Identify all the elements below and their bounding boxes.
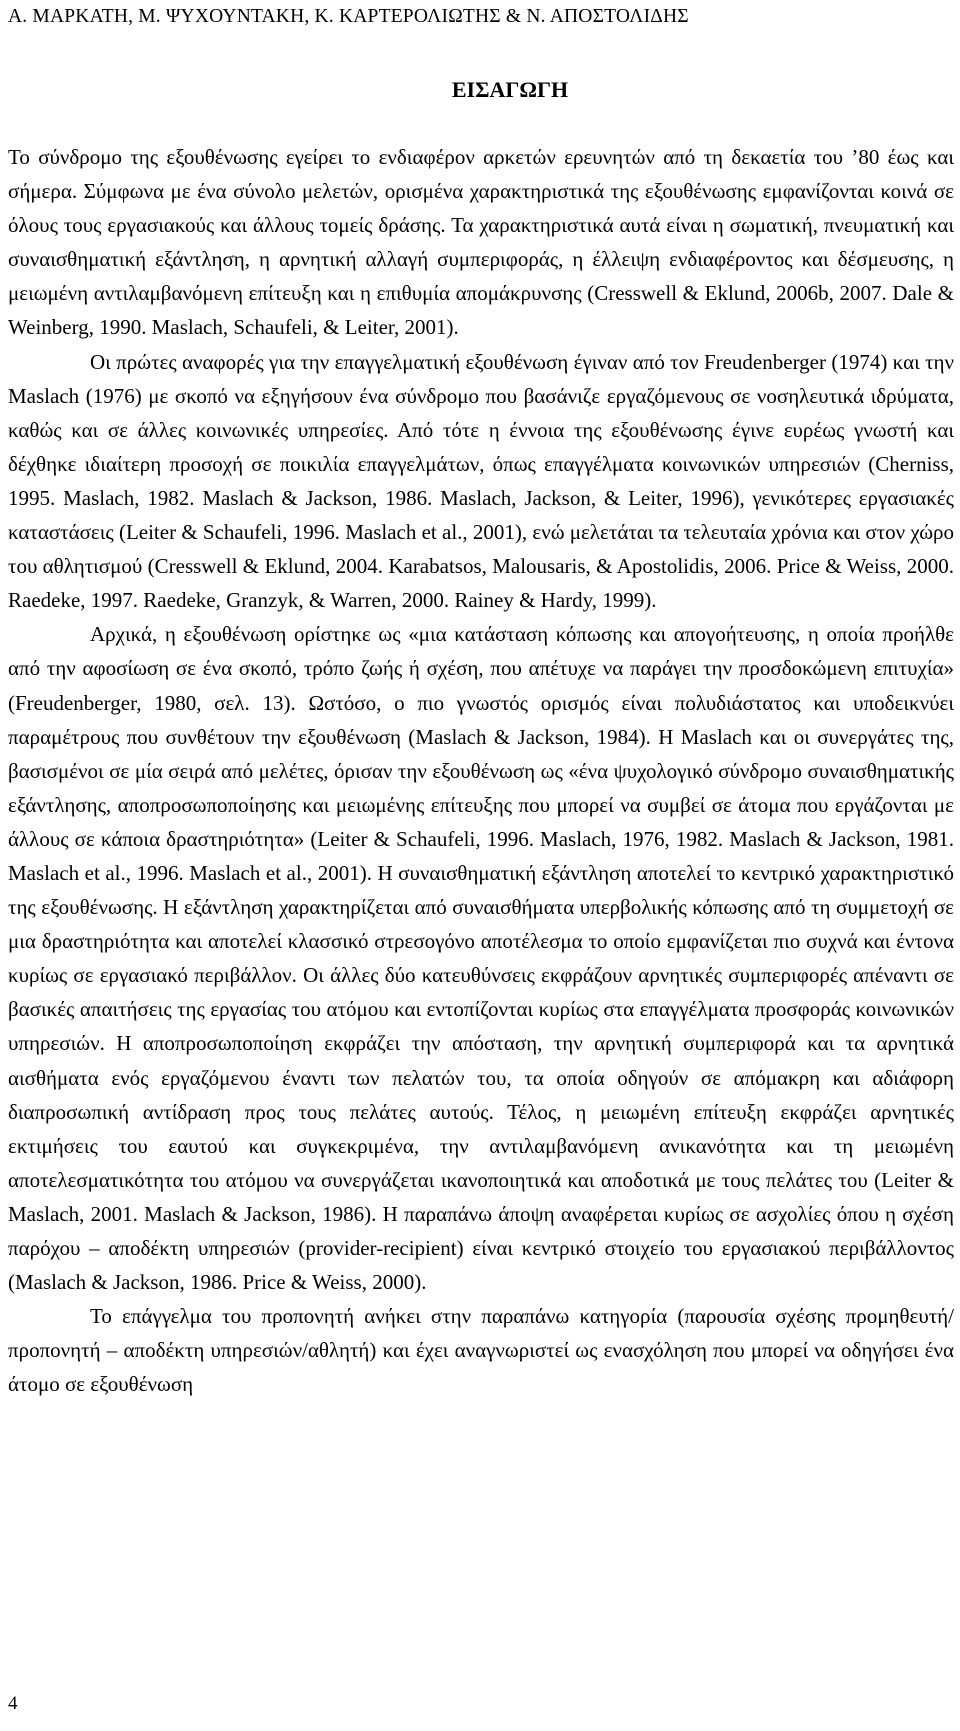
paragraph-3: Αρχικά, η εξουθένωση ορίστηκε ως «μια κατάσταση κόπωσης και απογοήτευσης, η οποία προήλθε από την αφοσίωση σε ένα σκοπό, τρόπο ζωής ή σχέση, που απέτυχε να παράγει την προσδοκώμενη επιτυχία» (Freudenberger, 1980, σελ. 13). Ωστόσο, ο πιο γνωστός ορισμός είναι πολυδιάστατος και υποδεικνύει παραμέτρους που συνθέτουν την εξουθένωση (Maslach & Jackson, 1984). Η Maslach και οι συνεργάτες της, βασισμένοι σε μία σειρά από μελέτες, όρισαν την εξουθένωση ως «ένα ψυχολογικό σύνδρομο συναισθηματικής εξάντλησης, αποπροσωποποίησης και μειωμένης επίτευξης που μπορεί να συμβεί σε άτομα που εργάζονται με άλλους σε κάποια δραστηριότητα» (Leiter & Schaufeli, 1996. Maslach, 1976, 1982. Maslach & Jackson, 1981. Maslach et al., 1996. Maslach et al., 2001). Η συναισθηματική εξάντληση αποτελεί το κεντρικό χαρακτηριστικό της εξουθένωσης. Η εξάντληση χαρακτηρίζεται από συναισθήματα υπερβολικής κόπωσης από τη συμμετοχή σε μια δραστηριότητα και αποτελεί κλασσικό στρεσογόνο αποτέλεσμα το οποίο εμφανίζεται πιο συχνά και έντονα κυρίως σε εργασιακό περιβάλλον. Οι άλλες δύο κατευθύνσεις εκφράζουν αρνητικές συμπεριφορές απέναντι σε βασικές απαιτήσεις της εργασίας του ατόμου και εντοπίζονται κυρίως στα επαγγέλματα προσφοράς κοινωνικών υπηρεσιών. Η αποπροσωποποίηση εκφράζει την απόσταση, την αρνητική συμπεριφορά και τα αρνητικά αισθήματα ενός εργαζόμενου έναντι των πελατών του, τα οποία οδηγούν σε απόμακρη και αδιάφορη διαπροσωπική αντίδραση προς τους πελάτες αυτούς. Τέλος, η μειωμένη επίτευξη εκφράζει αρνητικές εκτιμήσεις του εαυτού και συγκεκριμένα, την αντιλαμβανόμενη ανικανότητα και τη μειωμένη αποτελεσματικότητα του ατόμου να συνεργάζεται ικανοποιητικά και αποδοτικά με τους πελάτες του (Leiter & Maslach, 2001. Maslach & Jackson, 1986). Η παραπάνω άποψη αναφέρεται κυρίως σε ασχολίες όπου η σχέση παρόχου – αποδέκτη υπηρεσιών (provider-recipient) είναι κεντρικό στοιχείο του εργασιακού περιβάλλοντος (Maslach & Jackson, 1986. Price & Weiss, 2000).: [8, 622, 954, 1295]
section-title: ΕΙΣΑΓΩΓΗ: [451, 77, 569, 102]
body-text: [8, 140, 954, 1401]
paragraph-1: Το σύνδρομο της εξουθένωσης εγείρει το ενδιαφέρον αρκετών ερευνητών από τη δεκαετία του ’80 έως και σήμερα. Σύμφωνα με ένα σύνολο μελετών, ορισμένα χαρακτηριστικά της εξουθένωσης εμφανίζονται κοινά σε όλους τους εργασιακούς και άλλους τομείς δράσης. Τα χαρακτηριστικά αυτά είναι η σωματική, πνευματική και συναισθηματική εξάντληση, η αρνητική αλλαγή συμπεριφοράς, η έλλειψη ενδιαφέροντος και δέσμευσης, η μειωμένη αντιλαμβανόμενη επίτευξη και η επιθυμία απομάκρυνσης (Cresswell & Eklund, 2006b, 2007. Dale & Weinberg, 1990. Maslach, Schaufeli, & Leiter, 2001).: [8, 145, 954, 340]
paragraph-4: Το επάγγελμα του προπονητή ανήκει στην παραπάνω κατηγορία (παρουσία σχέσης προμηθευτή/προπονητή – αποδέκτη υπηρεσιών/αθλητή) και έχει αναγνωριστεί ως ενασχόληση που μπορεί να οδηγήσει ένα άτομο σε εξουθένωση: [8, 1304, 954, 1397]
running-header: Α. ΜΑΡΚΑΤΗ, Μ. ΨΥΧΟΥΝΤΑΚΗ, Κ. ΚΑΡΤΕΡΟΛΙΩΤΗΣ & Ν. ΑΠΟΣΤΟΛΙΔΗΣ: [8, 6, 689, 27]
page-number: 4: [8, 1693, 18, 1714]
paragraph-2: Οι πρώτες αναφορές για την επαγγελματική εξουθένωση έγιναν από τον Freudenberger (1974) και την Maslach (1976) με σκοπό να εξηγήσουν ένα σύνδρομο που βασάνιζε εργαζόμενους σε νοσηλευτικά ιδρύματα, καθώς και σε άλλες κοινωνικές υπηρεσίες. Από τότε η έννοια της εξουθένωσης έγινε ευρέως γνωστή και δέχθηκε ιδιαίτερη προσοχή σε ποικιλία επαγγελμάτων, όπως επαγγέλματα κοινωνικών υπηρεσιών (Cherniss, 1995. Maslach, 1982. Maslach & Jackson, 1986. Maslach, Jackson, & Leiter, 1996), γενικότερες εργασιακές καταστάσεις (Leiter & Schaufeli, 1996. Maslach et al., 2001), ενώ μελετάται τα τελευταία χρόνια και στον χώρο του αθλητισμού (Cresswell & Eklund, 2004. Karabatsos, Malousaris, & Apostolidis, 2006. Price & Weiss, 2000. Raedeke, 1997. Raedeke, Granzyk, & Warren, 2000. Rainey & Hardy, 1999).: [8, 349, 955, 613]
